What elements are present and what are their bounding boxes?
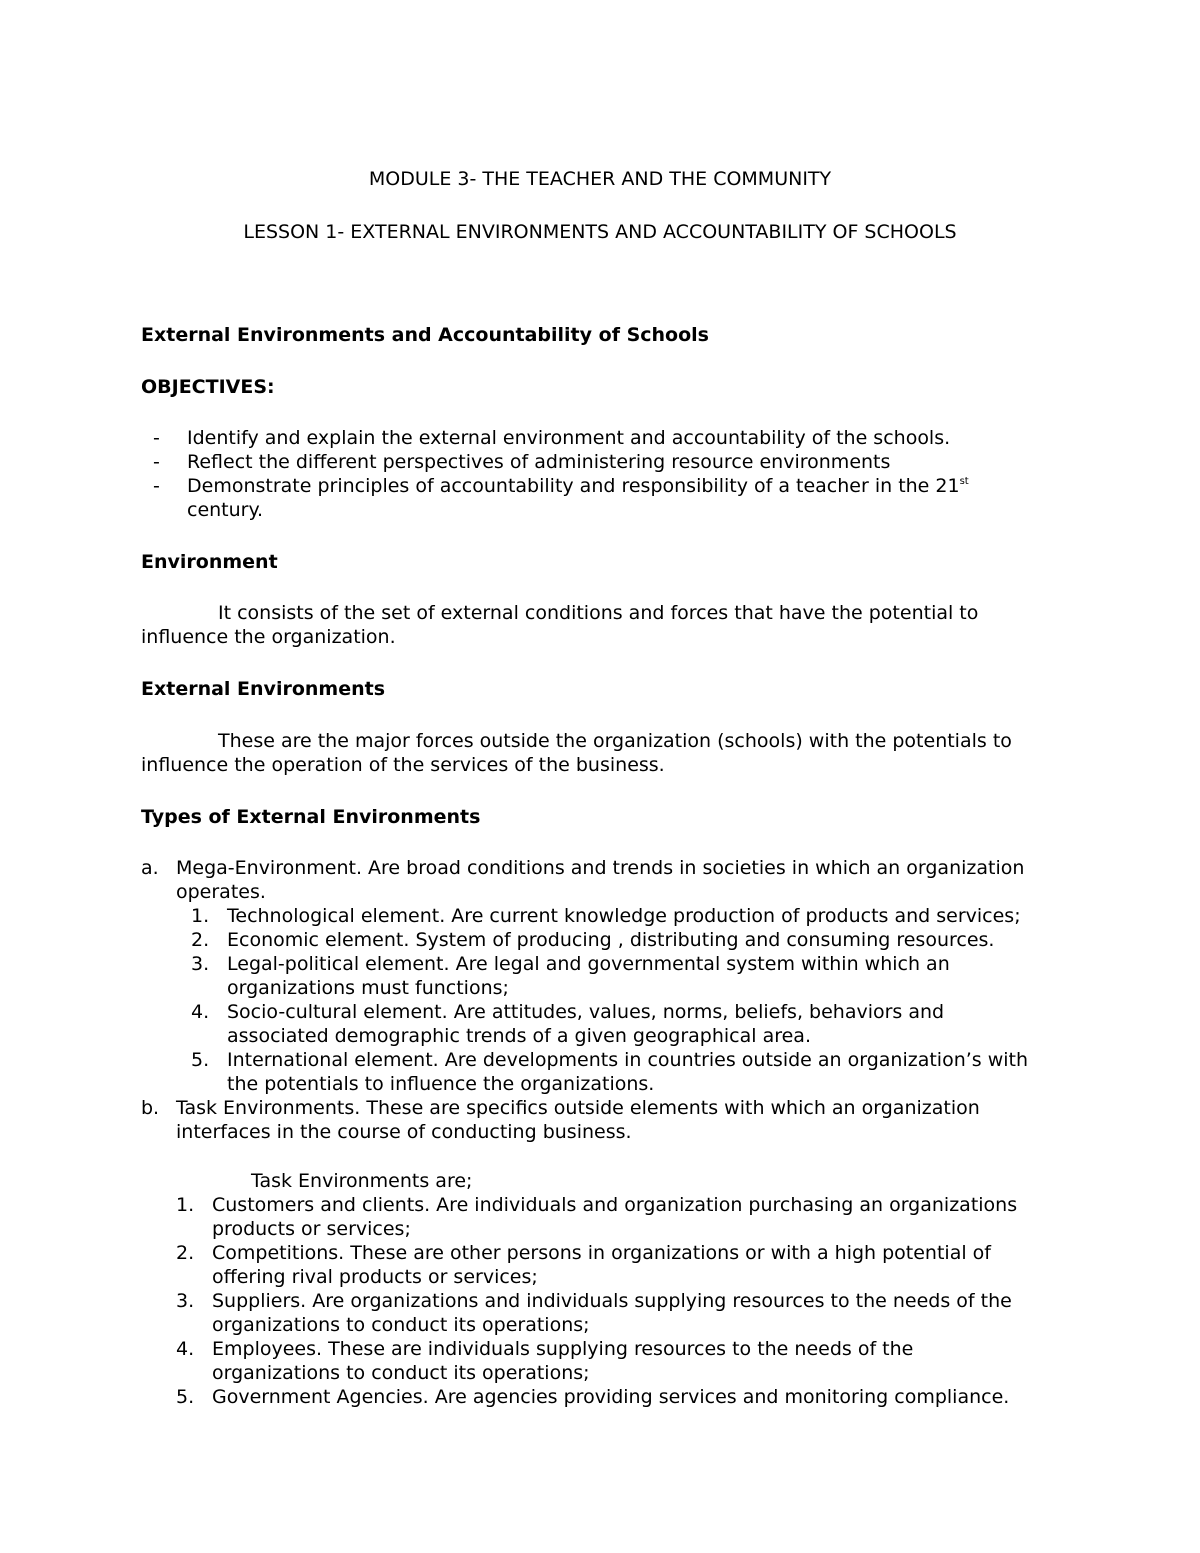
list-item-line: associated demographic trends of a given geographical area. xyxy=(227,1025,811,1047)
list-number: 1. xyxy=(191,905,210,927)
list-item-line: organizations to conduct its operations; xyxy=(212,1362,590,1384)
paragraph-line: influence the operation of the services of the business. xyxy=(141,754,665,776)
list-item-line: the potentials to influence the organizations. xyxy=(227,1073,655,1095)
list-item-line: Socio-cultural element. Are attitudes, values, norms, beliefs, behaviors and xyxy=(227,1001,945,1023)
list-item-line: organizations must functions; xyxy=(227,977,509,999)
objective-item: Reflect the different perspectives of administering resource environments xyxy=(187,451,891,473)
paragraph-line: These are the major forces outside the organization (schools) with the potentials to xyxy=(218,730,1012,752)
bullet: - xyxy=(153,451,160,473)
bullet: - xyxy=(153,475,160,497)
environment-heading: Environment xyxy=(141,551,278,573)
list-item-line: Competitions. These are other persons in organizations or with a high potential of xyxy=(212,1242,991,1264)
list-number: 2. xyxy=(191,929,210,951)
objective-item-continued: century. xyxy=(187,499,264,521)
list-number: 4. xyxy=(176,1338,195,1360)
paragraph-line: influence the organization. xyxy=(141,626,396,648)
list-marker: b. xyxy=(141,1097,160,1119)
list-item-line: offering rival products or services; xyxy=(212,1266,538,1288)
list-item-line: Employees. These are individuals supplying resources to the needs of the xyxy=(212,1338,914,1360)
list-marker: a. xyxy=(141,857,159,879)
list-item-line: Task Environments. These are specifics outside elements with which an organization xyxy=(176,1097,980,1119)
paragraph-line: It consists of the set of external conditions and forces that have the potential to xyxy=(218,602,979,624)
list-item-line: Economic element. System of producing , distributing and consuming resources. xyxy=(227,929,995,951)
list-number: 4. xyxy=(191,1001,210,1023)
section-title: External Environments and Accountability of Schools xyxy=(141,324,709,346)
list-number: 3. xyxy=(191,953,210,975)
objectives-heading: OBJECTIVES: xyxy=(141,376,275,398)
list-item-line: Customers and clients. Are individuals and organization purchasing an organizations xyxy=(212,1194,1018,1216)
list-item-line: Technological element. Are current knowledge production of products and services; xyxy=(227,905,1021,927)
external-environments-heading: External Environments xyxy=(141,678,386,700)
list-item-line: Mega-Environment. Are broad conditions and trends in societies in which an organization xyxy=(176,857,1025,879)
list-item-line: Government Agencies. Are agencies providing services and monitoring compliance. xyxy=(212,1386,1010,1408)
list-number: 3. xyxy=(176,1290,195,1312)
list-number: 5. xyxy=(191,1049,210,1071)
module-title: MODULE 3- THE TEACHER AND THE COMMUNITY xyxy=(368,168,832,190)
objective-item: Identify and explain the external environment and accountability of the schools. xyxy=(187,427,951,449)
list-item-line: International element. Are developments in countries outside an organization’s with xyxy=(227,1049,1029,1071)
list-item-line: Suppliers. Are organizations and individuals supplying resources to the needs of the xyxy=(212,1290,1012,1312)
objective-item: Demonstrate principles of accountability and responsibility of a teacher in the 21st xyxy=(187,475,969,497)
types-heading: Types of External Environments xyxy=(141,806,481,828)
list-item-line: interfaces in the course of conducting business. xyxy=(176,1121,632,1143)
list-item-line: organizations to conduct its operations; xyxy=(212,1314,590,1336)
bullet: - xyxy=(153,427,160,449)
task-intro: Task Environments are; xyxy=(251,1170,473,1192)
lesson-title: LESSON 1- EXTERNAL ENVIRONMENTS AND ACCOUNTABILITY OF SCHOOLS xyxy=(243,221,957,243)
superscript: st xyxy=(959,476,969,487)
list-item-line: products or services; xyxy=(212,1218,411,1240)
list-number: 2. xyxy=(176,1242,195,1264)
list-item-line: Legal-political element. Are legal and governmental system within which an xyxy=(227,953,950,975)
list-item-line: operates. xyxy=(176,881,266,903)
list-number: 5. xyxy=(176,1386,195,1408)
list-number: 1. xyxy=(176,1194,195,1216)
